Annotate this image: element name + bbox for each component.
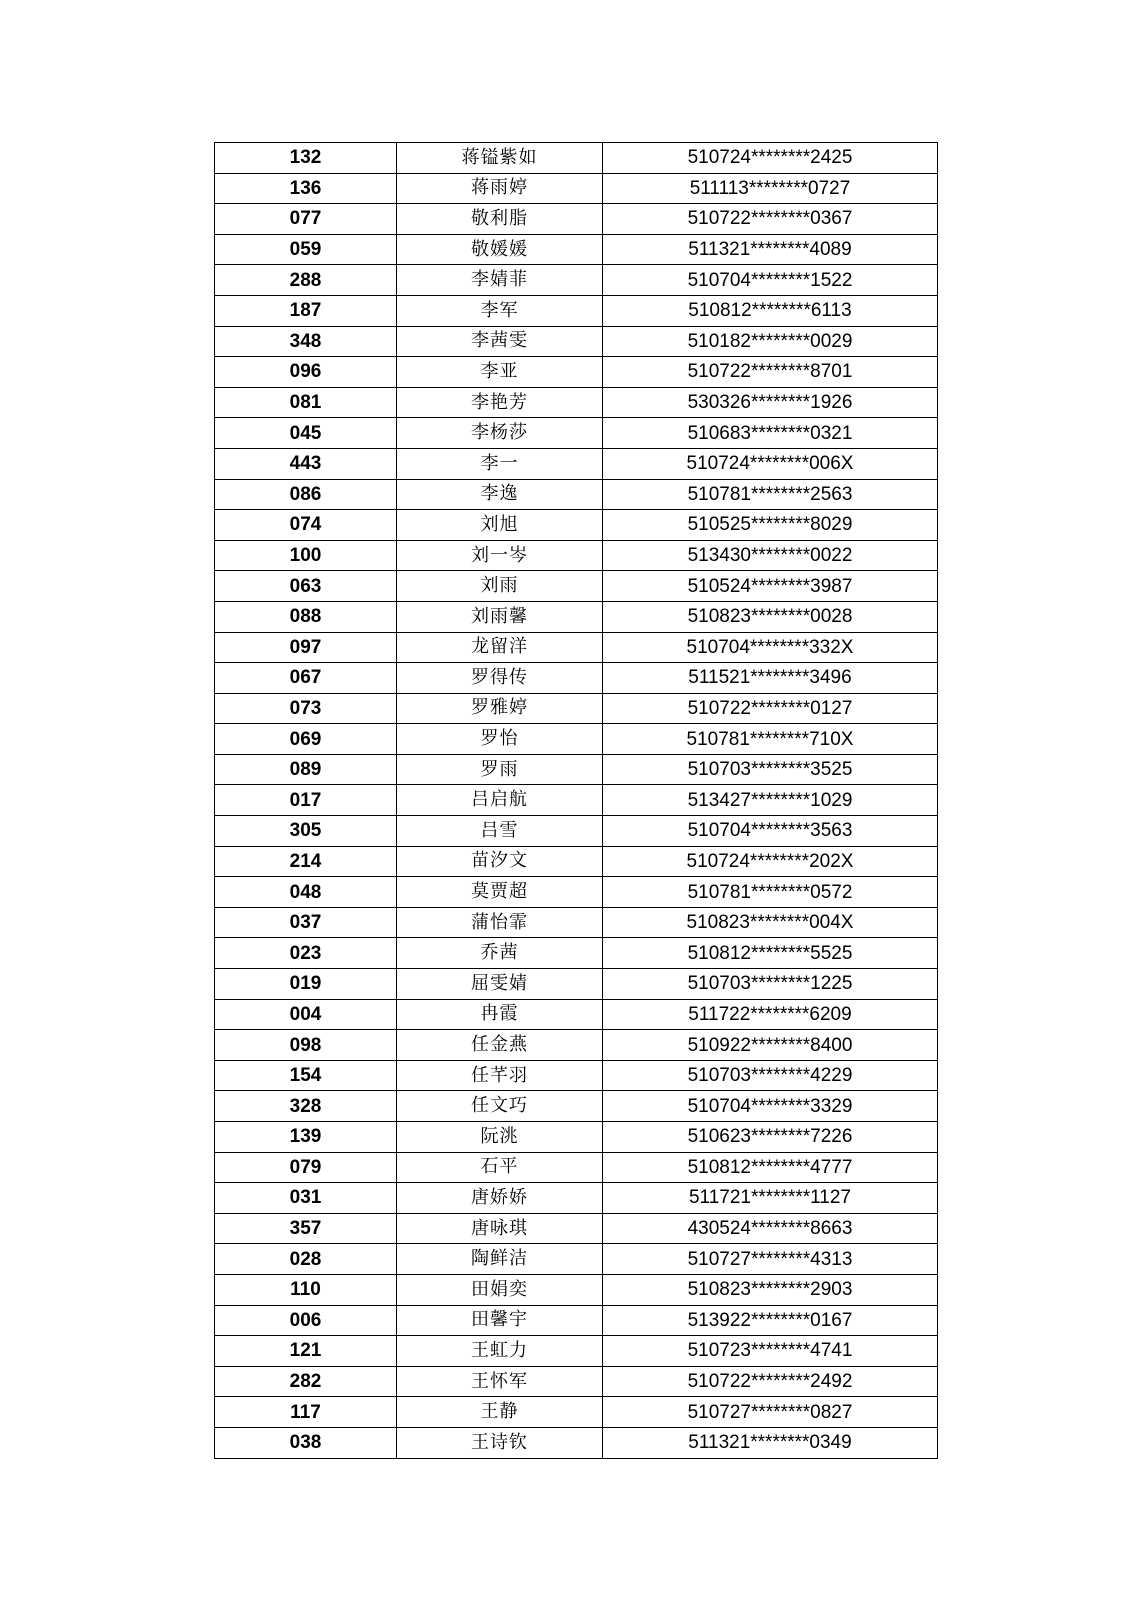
candidate-name-cell: 蒋镒紫如 <box>397 143 603 174</box>
candidate-name-cell: 罗雨 <box>397 754 603 785</box>
masked-id-number-cell: 510724********202X <box>603 846 938 877</box>
candidate-name-cell: 刘一岑 <box>397 540 603 571</box>
candidate-name-cell: 苗汐文 <box>397 846 603 877</box>
masked-id-number-cell: 511113********0727 <box>603 173 938 204</box>
roster-table <box>214 142 938 1459</box>
masked-id-number-cell: 510823********0028 <box>603 601 938 632</box>
candidate-number-cell: 004 <box>215 999 397 1030</box>
masked-id-number-cell: 510781********0572 <box>603 877 938 908</box>
candidate-number-cell: 006 <box>215 1305 397 1336</box>
table-row <box>215 234 938 265</box>
candidate-name-cell: 罗雅婷 <box>397 693 603 724</box>
candidate-name-cell: 阮洮 <box>397 1122 603 1153</box>
masked-id-number-cell: 510703********4229 <box>603 1060 938 1091</box>
masked-id-number-cell: 510683********0321 <box>603 418 938 449</box>
masked-id-number-cell: 510182********0029 <box>603 326 938 357</box>
table-row <box>215 357 938 388</box>
roster-table-body <box>215 143 938 1459</box>
masked-id-number-cell: 510704********1522 <box>603 265 938 296</box>
candidate-number-cell: 282 <box>215 1366 397 1397</box>
candidate-name-cell: 刘旭 <box>397 510 603 541</box>
table-row <box>215 387 938 418</box>
table-row <box>215 938 938 969</box>
masked-id-number-cell: 511521********3496 <box>603 663 938 694</box>
candidate-name-cell: 唐咏琪 <box>397 1213 603 1244</box>
candidate-name-cell: 李逸 <box>397 479 603 510</box>
candidate-name-cell: 任文巧 <box>397 1091 603 1122</box>
candidate-name-cell: 李军 <box>397 295 603 326</box>
candidate-number-cell: 069 <box>215 724 397 755</box>
candidate-number-cell: 098 <box>215 1030 397 1061</box>
masked-id-number-cell: 510525********8029 <box>603 510 938 541</box>
candidate-name-cell: 屈雯婧 <box>397 969 603 1000</box>
candidate-number-cell: 086 <box>215 479 397 510</box>
candidate-number-cell: 073 <box>215 693 397 724</box>
table-row <box>215 295 938 326</box>
candidate-number-cell: 045 <box>215 418 397 449</box>
candidate-number-cell: 074 <box>215 510 397 541</box>
table-row <box>215 1427 938 1458</box>
table-row <box>215 448 938 479</box>
candidate-number-cell: 097 <box>215 632 397 663</box>
table-row <box>215 143 938 174</box>
candidate-number-cell: 019 <box>215 969 397 1000</box>
masked-id-number-cell: 510823********004X <box>603 907 938 938</box>
candidate-number-cell: 017 <box>215 785 397 816</box>
table-row <box>215 1274 938 1305</box>
candidate-name-cell: 罗怡 <box>397 724 603 755</box>
candidate-number-cell: 357 <box>215 1213 397 1244</box>
candidate-name-cell: 蒋雨婷 <box>397 173 603 204</box>
candidate-number-cell: 443 <box>215 448 397 479</box>
table-row <box>215 326 938 357</box>
table-row <box>215 1091 938 1122</box>
candidate-name-cell: 冉霞 <box>397 999 603 1030</box>
candidate-name-cell: 田馨宇 <box>397 1305 603 1336</box>
candidate-number-cell: 037 <box>215 907 397 938</box>
masked-id-number-cell: 510703********3525 <box>603 754 938 785</box>
table-row <box>215 1152 938 1183</box>
candidate-name-cell: 陶鲜洁 <box>397 1244 603 1275</box>
candidate-name-cell: 王诗钦 <box>397 1427 603 1458</box>
candidate-number-cell: 089 <box>215 754 397 785</box>
candidate-number-cell: 096 <box>215 357 397 388</box>
masked-id-number-cell: 513922********0167 <box>603 1305 938 1336</box>
candidate-number-cell: 077 <box>215 204 397 235</box>
table-row <box>215 510 938 541</box>
candidate-name-cell: 唐娇娇 <box>397 1183 603 1214</box>
masked-id-number-cell: 510722********0127 <box>603 693 938 724</box>
candidate-name-cell: 乔茜 <box>397 938 603 969</box>
table-row <box>215 479 938 510</box>
candidate-number-cell: 088 <box>215 601 397 632</box>
masked-id-number-cell: 510922********8400 <box>603 1030 938 1061</box>
masked-id-number-cell: 510703********1225 <box>603 969 938 1000</box>
masked-id-number-cell: 510781********710X <box>603 724 938 755</box>
masked-id-number-cell: 510823********2903 <box>603 1274 938 1305</box>
table-row <box>215 693 938 724</box>
masked-id-number-cell: 510724********2425 <box>603 143 938 174</box>
table-row <box>215 571 938 602</box>
masked-id-number-cell: 510812********4777 <box>603 1152 938 1183</box>
table-row <box>215 1122 938 1153</box>
table-row <box>215 907 938 938</box>
candidate-name-cell: 莫贾超 <box>397 877 603 908</box>
candidate-number-cell: 154 <box>215 1060 397 1091</box>
masked-id-number-cell: 510812********5525 <box>603 938 938 969</box>
masked-id-number-cell: 510704********3563 <box>603 816 938 847</box>
table-row <box>215 816 938 847</box>
table-row <box>215 265 938 296</box>
candidate-name-cell: 刘雨馨 <box>397 601 603 632</box>
table-row <box>215 785 938 816</box>
masked-id-number-cell: 510722********2492 <box>603 1366 938 1397</box>
candidate-number-cell: 110 <box>215 1274 397 1305</box>
table-row <box>215 1060 938 1091</box>
table-row <box>215 1183 938 1214</box>
candidate-number-cell: 139 <box>215 1122 397 1153</box>
candidate-name-cell: 刘雨 <box>397 571 603 602</box>
candidate-number-cell: 288 <box>215 265 397 296</box>
table-row <box>215 540 938 571</box>
masked-id-number-cell: 511721********1127 <box>603 1183 938 1214</box>
table-row <box>215 754 938 785</box>
masked-id-number-cell: 510524********3987 <box>603 571 938 602</box>
masked-id-number-cell: 510722********8701 <box>603 357 938 388</box>
masked-id-number-cell: 530326********1926 <box>603 387 938 418</box>
candidate-number-cell: 023 <box>215 938 397 969</box>
candidate-number-cell: 081 <box>215 387 397 418</box>
candidate-number-cell: 031 <box>215 1183 397 1214</box>
candidate-number-cell: 132 <box>215 143 397 174</box>
masked-id-number-cell: 430524********8663 <box>603 1213 938 1244</box>
candidate-name-cell: 王静 <box>397 1397 603 1428</box>
candidate-name-cell: 罗得传 <box>397 663 603 694</box>
candidate-number-cell: 100 <box>215 540 397 571</box>
candidate-name-cell: 任金燕 <box>397 1030 603 1061</box>
candidate-name-cell: 李一 <box>397 448 603 479</box>
candidate-name-cell: 李艳芳 <box>397 387 603 418</box>
table-row <box>215 418 938 449</box>
candidate-name-cell: 王怀军 <box>397 1366 603 1397</box>
candidate-name-cell: 石平 <box>397 1152 603 1183</box>
table-row <box>215 1397 938 1428</box>
masked-id-number-cell: 510623********7226 <box>603 1122 938 1153</box>
masked-id-number-cell: 511321********0349 <box>603 1427 938 1458</box>
candidate-number-cell: 187 <box>215 295 397 326</box>
table-row <box>215 632 938 663</box>
table-row <box>215 999 938 1030</box>
candidate-number-cell: 038 <box>215 1427 397 1458</box>
candidate-name-cell: 田娟奕 <box>397 1274 603 1305</box>
candidate-name-cell: 李茜雯 <box>397 326 603 357</box>
masked-id-number-cell: 510723********4741 <box>603 1336 938 1367</box>
table-row <box>215 1366 938 1397</box>
candidate-name-cell: 吕雪 <box>397 816 603 847</box>
table-row <box>215 1213 938 1244</box>
candidate-number-cell: 328 <box>215 1091 397 1122</box>
table-row <box>215 1305 938 1336</box>
table-row <box>215 1244 938 1275</box>
candidate-number-cell: 348 <box>215 326 397 357</box>
candidate-number-cell: 214 <box>215 846 397 877</box>
candidate-number-cell: 121 <box>215 1336 397 1367</box>
candidate-number-cell: 048 <box>215 877 397 908</box>
table-row <box>215 846 938 877</box>
masked-id-number-cell: 511321********4089 <box>603 234 938 265</box>
masked-id-number-cell: 510704********332X <box>603 632 938 663</box>
candidate-name-cell: 李亚 <box>397 357 603 388</box>
masked-id-number-cell: 510812********6113 <box>603 295 938 326</box>
masked-id-number-cell: 513430********0022 <box>603 540 938 571</box>
candidate-number-cell: 079 <box>215 1152 397 1183</box>
masked-id-number-cell: 510722********0367 <box>603 204 938 235</box>
masked-id-number-cell: 510724********006X <box>603 448 938 479</box>
candidate-number-cell: 305 <box>215 816 397 847</box>
masked-id-number-cell: 513427********1029 <box>603 785 938 816</box>
table-row <box>215 877 938 908</box>
masked-id-number-cell: 511722********6209 <box>603 999 938 1030</box>
candidate-name-cell: 李杨莎 <box>397 418 603 449</box>
masked-id-number-cell: 510704********3329 <box>603 1091 938 1122</box>
table-row <box>215 663 938 694</box>
table-row <box>215 204 938 235</box>
table-row <box>215 969 938 1000</box>
candidate-number-cell: 028 <box>215 1244 397 1275</box>
candidate-number-cell: 117 <box>215 1397 397 1428</box>
candidate-name-cell: 任芊羽 <box>397 1060 603 1091</box>
table-row <box>215 601 938 632</box>
candidate-number-cell: 063 <box>215 571 397 602</box>
table-row <box>215 173 938 204</box>
candidate-name-cell: 李婧菲 <box>397 265 603 296</box>
candidate-number-cell: 136 <box>215 173 397 204</box>
masked-id-number-cell: 510727********0827 <box>603 1397 938 1428</box>
candidate-name-cell: 敬媛媛 <box>397 234 603 265</box>
table-row <box>215 1336 938 1367</box>
candidate-name-cell: 龙留洋 <box>397 632 603 663</box>
candidate-number-cell: 067 <box>215 663 397 694</box>
masked-id-number-cell: 510727********4313 <box>603 1244 938 1275</box>
candidate-name-cell: 敬利脂 <box>397 204 603 235</box>
table-row <box>215 1030 938 1061</box>
table-row <box>215 724 938 755</box>
candidate-name-cell: 王虹力 <box>397 1336 603 1367</box>
candidate-number-cell: 059 <box>215 234 397 265</box>
masked-id-number-cell: 510781********2563 <box>603 479 938 510</box>
candidate-name-cell: 吕启航 <box>397 785 603 816</box>
candidate-name-cell: 蒲怡霏 <box>397 907 603 938</box>
